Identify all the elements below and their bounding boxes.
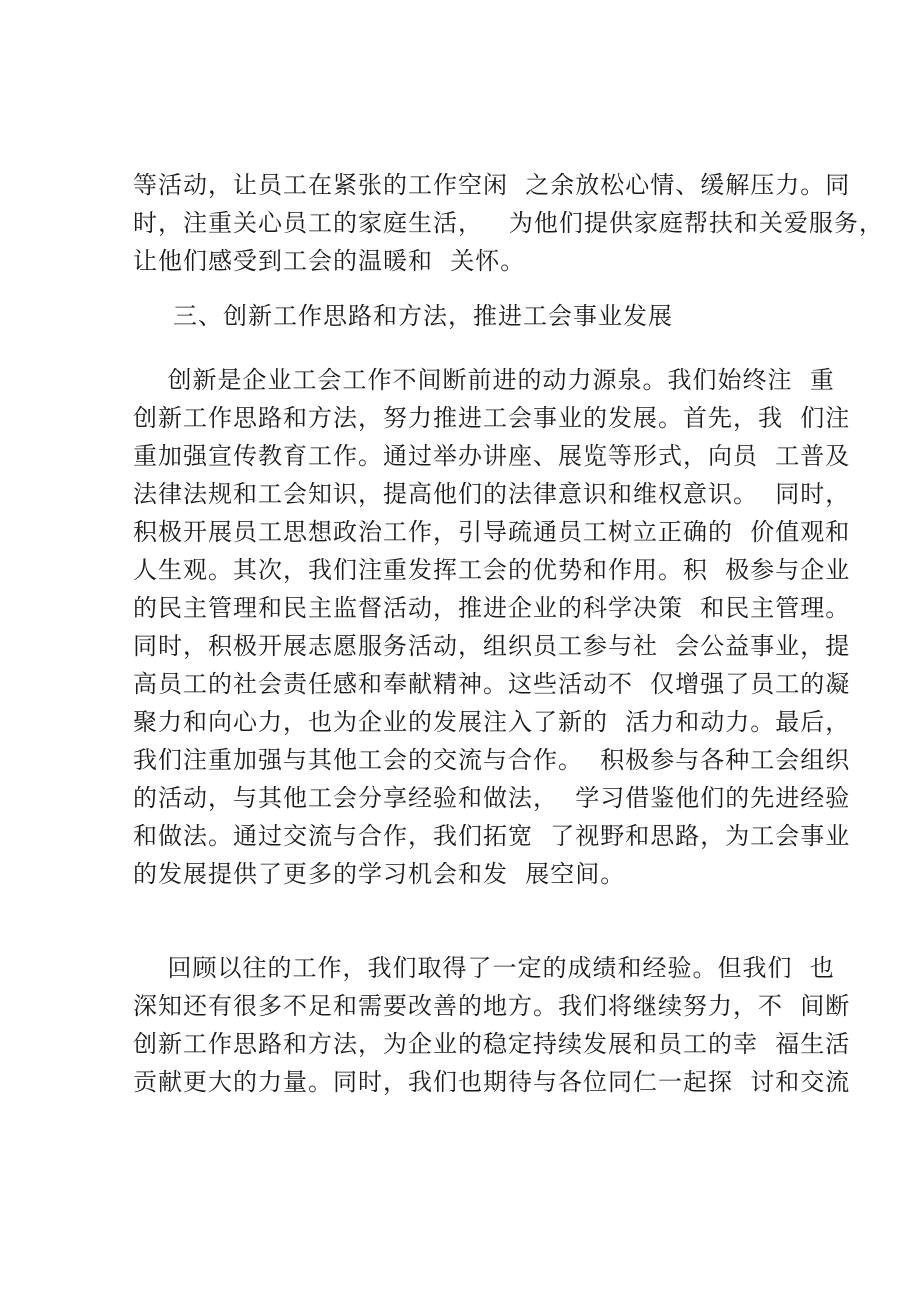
paragraph-line: 法律法规和工会知识，提高他们的法律意识和维权意识。 同时，	[133, 480, 851, 508]
section-heading-text: 三、创新工作思路和方法，推进工会事业发展	[173, 302, 673, 330]
paragraph-line: 同时，积极开展志愿服务活动，组织员工参与社 会公益事业，提	[133, 632, 851, 660]
paragraph-line: 积极开展员工思想政治工作，引导疏通员工树立正确的 价值观和	[133, 518, 851, 546]
paragraph-line: 的发展提供了更多的学习机会和发 展空间。	[133, 860, 626, 888]
paragraph-line: 等活动，让员工在紧张的工作空闲 之余放松心情、缓解压力。同	[133, 171, 851, 199]
paragraph-line: 时，注重关心员工的家庭生活， 为他们提供家庭帮扶和关爱服务，	[133, 209, 884, 237]
paragraph-innovation	[133, 361, 851, 893]
paragraph-line: 让他们感受到工会的温暖和 关怀。	[133, 247, 526, 275]
paragraph-line: 聚力和向心力，也为企业的发展注入了新的 活力和动力。最后，	[133, 708, 851, 736]
paragraph-line: 人生观。其次，我们注重发挥工会的优势和作用。积 极参与企业	[133, 556, 851, 584]
paragraph-line: 创新工作思路和方法，为企业的稳定持续发展和员工的幸 福生活	[133, 1030, 851, 1058]
paragraph-line: 的活动，与其他工会分享经验和做法， 学习借鉴他们的先进经验	[133, 784, 851, 812]
paragraph-line: 高员工的社会责任感和奉献精神。这些活动不 仅增强了员工的凝	[133, 670, 851, 698]
paragraph-line: 和做法。通过交流与合作，我们拓宽 了视野和思路，为工会事业	[133, 822, 851, 850]
paragraph-line: 贡献更大的力量。同时，我们也期待与各位同仁一起探 讨和交流	[133, 1068, 851, 1096]
paragraph-line: 的民主管理和民主监督活动，推进企业的科学决策 和民主管理。	[133, 594, 851, 622]
paragraph-review	[133, 949, 851, 1101]
section-heading	[133, 297, 813, 335]
paragraph-line: 我们注重加强与其他工会的交流与合作。 积极参与各种工会组织	[133, 746, 851, 774]
paragraph-line: 深知还有很多不足和需要改善的地方。我们将继续努力，不 间断	[133, 992, 851, 1020]
paragraph-line: 创新是企业工会工作不间断前进的动力源泉。我们始终注 重	[133, 366, 835, 394]
paragraph-line: 重加强宣传教育工作。通过举办讲座、展览等形式，向员 工普及	[133, 442, 851, 470]
paragraph-line: 回顾以往的工作，我们取得了一定的成绩和经验。但我们 也	[133, 954, 835, 982]
paragraph-line: 创新工作思路和方法，努力推进工会事业的发展。首先，我 们注	[133, 404, 851, 432]
paragraph-continued	[133, 166, 884, 280]
